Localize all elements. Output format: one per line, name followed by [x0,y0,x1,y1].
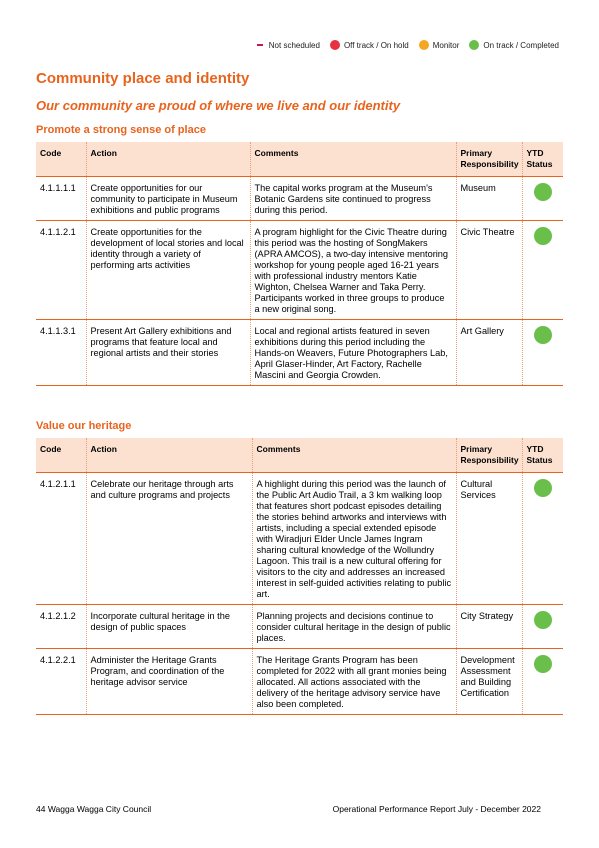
row-action: Administer the Heritage Grants Program, and coordination of the heritage advisor service [86,649,252,715]
legend-label: Monitor [432,40,460,50]
row-responsibility: City Strategy [456,605,522,649]
table-row [36,605,563,649]
row-responsibility: Development Assessment and Building Certification [456,649,522,715]
col-code: Code [36,438,86,473]
row-comments: Planning projects and decisions continue to consider cultural heritage in the design of public places. [252,605,456,649]
table-row [36,177,563,221]
row-status [522,473,563,605]
col-action: Action [86,142,250,177]
on-track-status-icon [534,479,552,497]
legend-not-scheduled [257,41,320,50]
table-row [36,320,563,386]
on-track-status-icon [534,227,552,245]
table-row [36,473,563,605]
row-comments: The capital works program at the Museum's Botanic Gardens site continued to progress during this period. [250,177,456,221]
row-code: 4.1.2.1.1 [36,473,86,605]
row-responsibility: Art Gallery [456,320,522,386]
legend-monitor [419,40,460,50]
row-responsibility: Cultural Services [456,473,522,605]
section-title: Value our heritage [36,420,132,432]
row-action: Present Art Gallery exhibitions and programs that feature local and regional artists and their stories [86,320,250,386]
col-code: Code [36,142,86,177]
red-dot-icon [330,40,340,50]
actions-table [36,438,563,715]
row-responsibility: Museum [456,177,522,221]
status-legend [247,40,559,50]
table-row [36,221,563,320]
row-code: 4.1.1.1.1 [36,177,86,221]
page-title: Community place and identity [36,70,250,87]
legend-label: Not scheduled [268,40,320,50]
col-status: YTD Status [522,438,563,473]
council-name: Wagga Wagga City Council [47,804,152,814]
legend-label: Off track / On hold [343,40,409,50]
row-comments: The Heritage Grants Program has been completed for 2022 with all grant monies being allocated. All actions associated with the delivery of the heritage advisory service have also been completed. [252,649,456,715]
row-status [522,177,563,221]
row-status [522,320,563,386]
table-header-row [36,438,563,473]
row-code: 4.1.2.1.2 [36,605,86,649]
col-comments: Comments [252,438,456,473]
on-track-status-icon [534,326,552,344]
row-status [522,649,563,715]
footer-report-title: Operational Performance Report July - December 2022 [332,804,541,814]
on-track-status-icon [534,655,552,673]
legend-on-track [469,40,559,50]
col-comments: Comments [250,142,456,177]
row-action: Create opportunities for our community to participate in Museum exhibitions and public programs [86,177,250,221]
footer-page-info [36,804,151,814]
row-status [522,605,563,649]
row-action: Create opportunities for the development of local stories and local identity through a variety of performing arts activities [86,221,250,320]
row-comments: Local and regional artists featured in seven exhibitions during this period including the Hands-on Weavers, Future Photographers Lab, April Glaser-Hinder, Art Factory, Rachelle Mascini and Georgia Crowden. [250,320,456,386]
row-responsibility: Civic Theatre [456,221,522,320]
row-code: 4.1.1.3.1 [36,320,86,386]
section-title: Promote a strong sense of place [36,124,206,136]
row-code: 4.1.1.2.1 [36,221,86,320]
not-scheduled-dash-icon [257,44,263,46]
legend-label: On track / Completed [483,40,559,50]
page-subtitle: Our community are proud of where we live and our identity [36,98,401,113]
legend-off-track [330,40,409,50]
table-header-row [36,142,563,177]
actions-table [36,142,563,386]
row-comments: A program highlight for the Civic Theatre during this period was the hosting of SongMakers (APRA AMCOS), a two-day intensive mentoring workshop for young people aged 16-21 years with professional industry mentors Katie Wighton, Chelsea Warner and Taka Perry. Participants worked in three groups to produce a new original song. [250,221,456,320]
row-code: 4.1.2.2.1 [36,649,86,715]
row-comments: A highlight during this period was the launch of the Public Art Audio Trail, a 3 km walking loop that features short podcast episodes detailing the stories behind artworks and interviews with artists, including a special extended episode with Wiradjuri Elder Uncle James Ingram sharing cultural knowledge of the Wollundry Lagoon. This trail is a new cultural offering for visitors to the city and addresses an increased interest in self-guided activities relating to public art. [252,473,456,605]
row-action: Incorporate cultural heritage in the design of public spaces [86,605,252,649]
on-track-status-icon [534,611,552,629]
col-action: Action [86,438,252,473]
page-number: 44 [36,804,46,814]
on-track-status-icon [534,183,552,201]
row-status [522,221,563,320]
green-dot-icon [469,40,479,50]
col-status: YTD Status [522,142,563,177]
orange-dot-icon [419,40,429,50]
col-responsibility: Primary Responsibility [456,142,522,177]
table-row [36,649,563,715]
row-action: Celebrate our heritage through arts and culture programs and projects [86,473,252,605]
col-responsibility: Primary Responsibility [456,438,522,473]
